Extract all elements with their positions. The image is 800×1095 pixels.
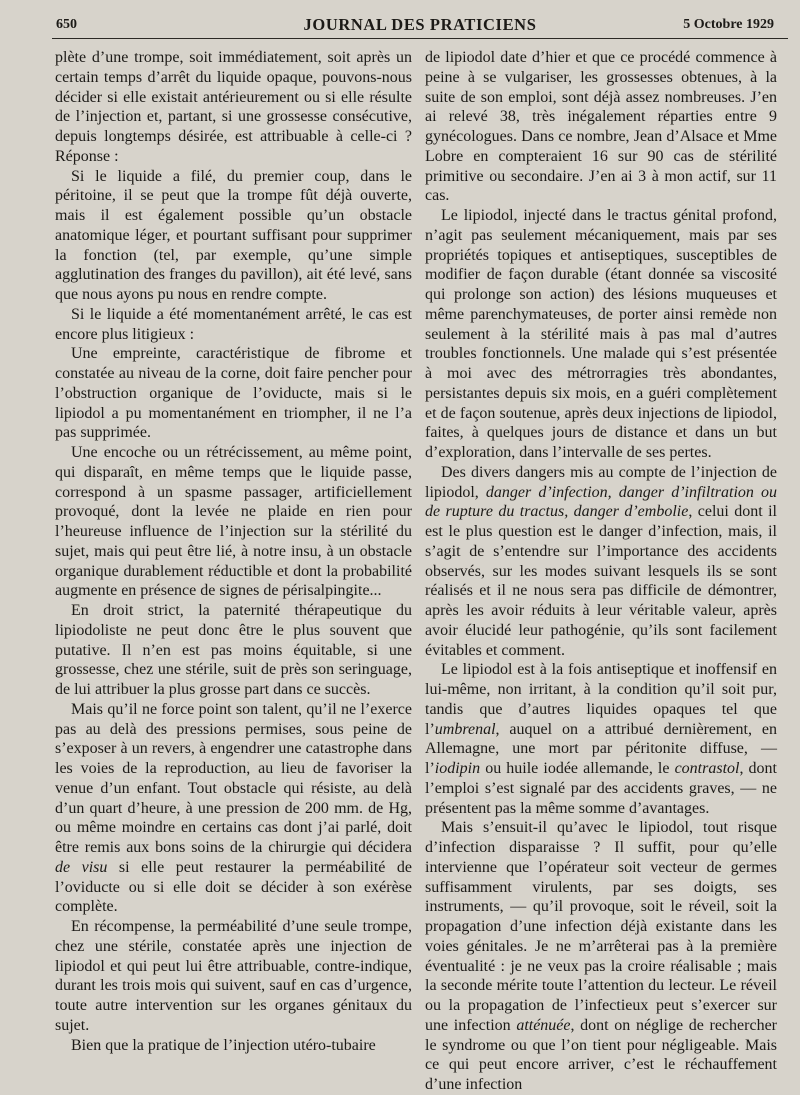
paragraph: Mais qu’il ne force point son talent, qu’il ne l’exerce pas au delà des pressions permises, sous peine de s’exposer à un revers, à engendrer une catastrophe dans les voies de la reproduction, au lieu de favoriser la venue d’un enfant. Tout obstacle qui résiste, au delà d’un quart d’heure, à une pression de 200 mm. de Hg, ou même moindre en certains cas dont j’ai parlé, doit être remis aux bons soins de la chirurgie qui décidera de visu si elle peut restaurer la perméabilité de l’oviducte ou si elle doit se décider à son exérèse complète. bbox=[55, 700, 412, 916]
paragraph: Mais s’ensuit-il qu’avec le lipiodol, tout risque d’infection disparaisse ? Il suffit, pour qu’elle intervienne que l’opérateur soit vecteur de germes suffisamment virulents, par ses doigts, ses instruments, — qu’il provoque, soit le réveil, soit la propagation d’une infection déjà existante dans les voies génitales. Je ne m’arrêterai pas à la première éventualité : je ne veux pas la croire réalisable ; mais la seconde mérite toute l’attention du lecteur. Le réveil ou la propagation de l’infectieux peut s’exercer sur une infection atténuée, dont on néglige de rechercher le syndrome ou que l’on tient pour négligeable. Mais ce qui peut encore arriver, c’est le réchauffement d’une infection bbox=[425, 819, 777, 1093]
page-number: 650 bbox=[56, 17, 77, 32]
paragraph: Bien que la pratique de l’injection utéro-tubaire bbox=[71, 1036, 376, 1054]
paragraph: Des divers dangers mis au compte de l’injection de lipiodol, danger d’infection, danger d’infiltration ou de rupture du tractus, danger d’embolie, celui dont il est le plus question est le danger d’infection, mais, il s’agit de s’entendre sur l’importance des accidents observés, sur les modes suivant lesquels ils se sont réalisés et il ne nous sera pas difficile de démontrer, après les avoir réduits à leur véritable valeur, après avoir élucidé leur pathogénie, qu’ils sont facilement évitables et comment. bbox=[425, 463, 778, 659]
paragraph: Si le liquide a été momentanément arrêté, le cas est encore plus litigieux : bbox=[55, 305, 412, 343]
paragraph: Une encoche ou un rétrécissement, au même point, qui disparaît, en même temps que le liquide passe, correspond à un spasme passager, artificiellement provoqué, dont la levée ne plaide en rien pour l’heureuse influence de l’injection sur la stérilité du sujet, mais qui peut être lié, à notre insu, à un obstacle organique durablement réductible et dont la probabilité augmente en présence de signes de périsalpingite... bbox=[55, 444, 412, 600]
right-text-column bbox=[425, 48, 777, 1095]
paragraph: de lipiodol date d’hier et que ce procédé commence à peine à se vulgariser, les grossesses obtenues, à la suite de son emploi, sont déjà assez nombreuses. J’en ai relevé 38, très inégalement réparties entre 9 gynécologues. Dans ce nombre, Jean d’Alsace et Mme Lobre en compteraient 16 sur 90 cas de stérilité primitive ou secondaire. J’en ai 3 à mon actif, sur 11 cas. bbox=[425, 49, 777, 205]
paragraph: plète d’une trompe, soit immédiatement, soit après un certain temps d’arrêt du liquide opaque, pouvons-nous décider si elle existait antérieurement ou si elle résulte de l’injection et, partant, si une grossesse consécutive, depuis longtemps désirée, est attribuable à celle-ci ? Réponse : bbox=[55, 49, 412, 165]
journal-title: JOURNAL DES PRATICIENS bbox=[303, 15, 537, 34]
paragraph: Si le liquide a filé, du premier coup, dans le péritoine, il se peut que la trompe fût déjà ouverte, mais il est également possible qu’un obstacle anatomique léger, et pourtant suffisant pour supprimer la fonction (tel, par exemple, qu’une simple agglutination des franges du pavillon), ait été levé, sans que nous ayons pu nous en rendre compte. bbox=[55, 167, 412, 303]
paragraph: En droit strict, la paternité thérapeutique du lipiodoliste ne peut donc être le plus souvent que putative. Il n’en est pas moins équitable, si une grossesse, chez une stérile, suit de près son seringuage, de lui attribuer la plus grosse part dans ce succès. bbox=[55, 602, 412, 698]
paragraph: Le lipiodol, injecté dans le tractus génital profond, n’agit pas seulement mécaniquement, mais par ses propriétés topiques et antiseptiques, susceptibles de modifier de façon durable (étant donnée sa viscosité qui prolonge son action) des lésions muqueuses et même parenchymateuses, de porter ainsi remède non seulement à la stérilité mais à pas mal d’autres troubles fonctionnels. Une malade qui s’est présentée à moi avec des métrorragies très abondantes, persistantes depuis six mois, en a guéri complètement et de façon soutenue, après deux injections de lipiodol, faites, à quelques jours de distance et dans un but d’exploration, dans l’intervalle de ses pertes. bbox=[425, 207, 777, 461]
page-header bbox=[52, 12, 788, 39]
paragraph: Le lipiodol est à la fois antiseptique et inoffensif en lui-même, non irritant, à la condition qu’il soit pur, tandis que d’autres liquides opaques tel que l’umbrenal, auquel on a attribué dernièrement, en Allemagne, une mort par péritonite diffuse, — l’iodipin ou huile iodée allemande, le contrastol, dont l’emploi s’est signalé par des accidents graves, — ne présentent pas la même somme d’avantages. bbox=[425, 661, 777, 817]
paragraph: Une empreinte, caractéristique de fibrome et constatée au niveau de la corne, doit faire pencher pour l’obstruction organique de l’oviducte, mais si le lipiodol a pu momentanément en triompher, il ne l’a pas supprimée. bbox=[55, 345, 412, 442]
paragraph: En récompense, la perméabilité d’une seule trompe, chez une stérile, constatée après une injection de lipiodol et qui peut lui être attribuable, contre-indique, durant les trois mois qui suivent, sauf en cas d’urgence, toute autre intervention sur les organes génitaux du sujet. bbox=[55, 918, 412, 1034]
left-text-column bbox=[55, 48, 412, 1055]
issue-date: 5 Octobre 1929 bbox=[683, 17, 774, 32]
